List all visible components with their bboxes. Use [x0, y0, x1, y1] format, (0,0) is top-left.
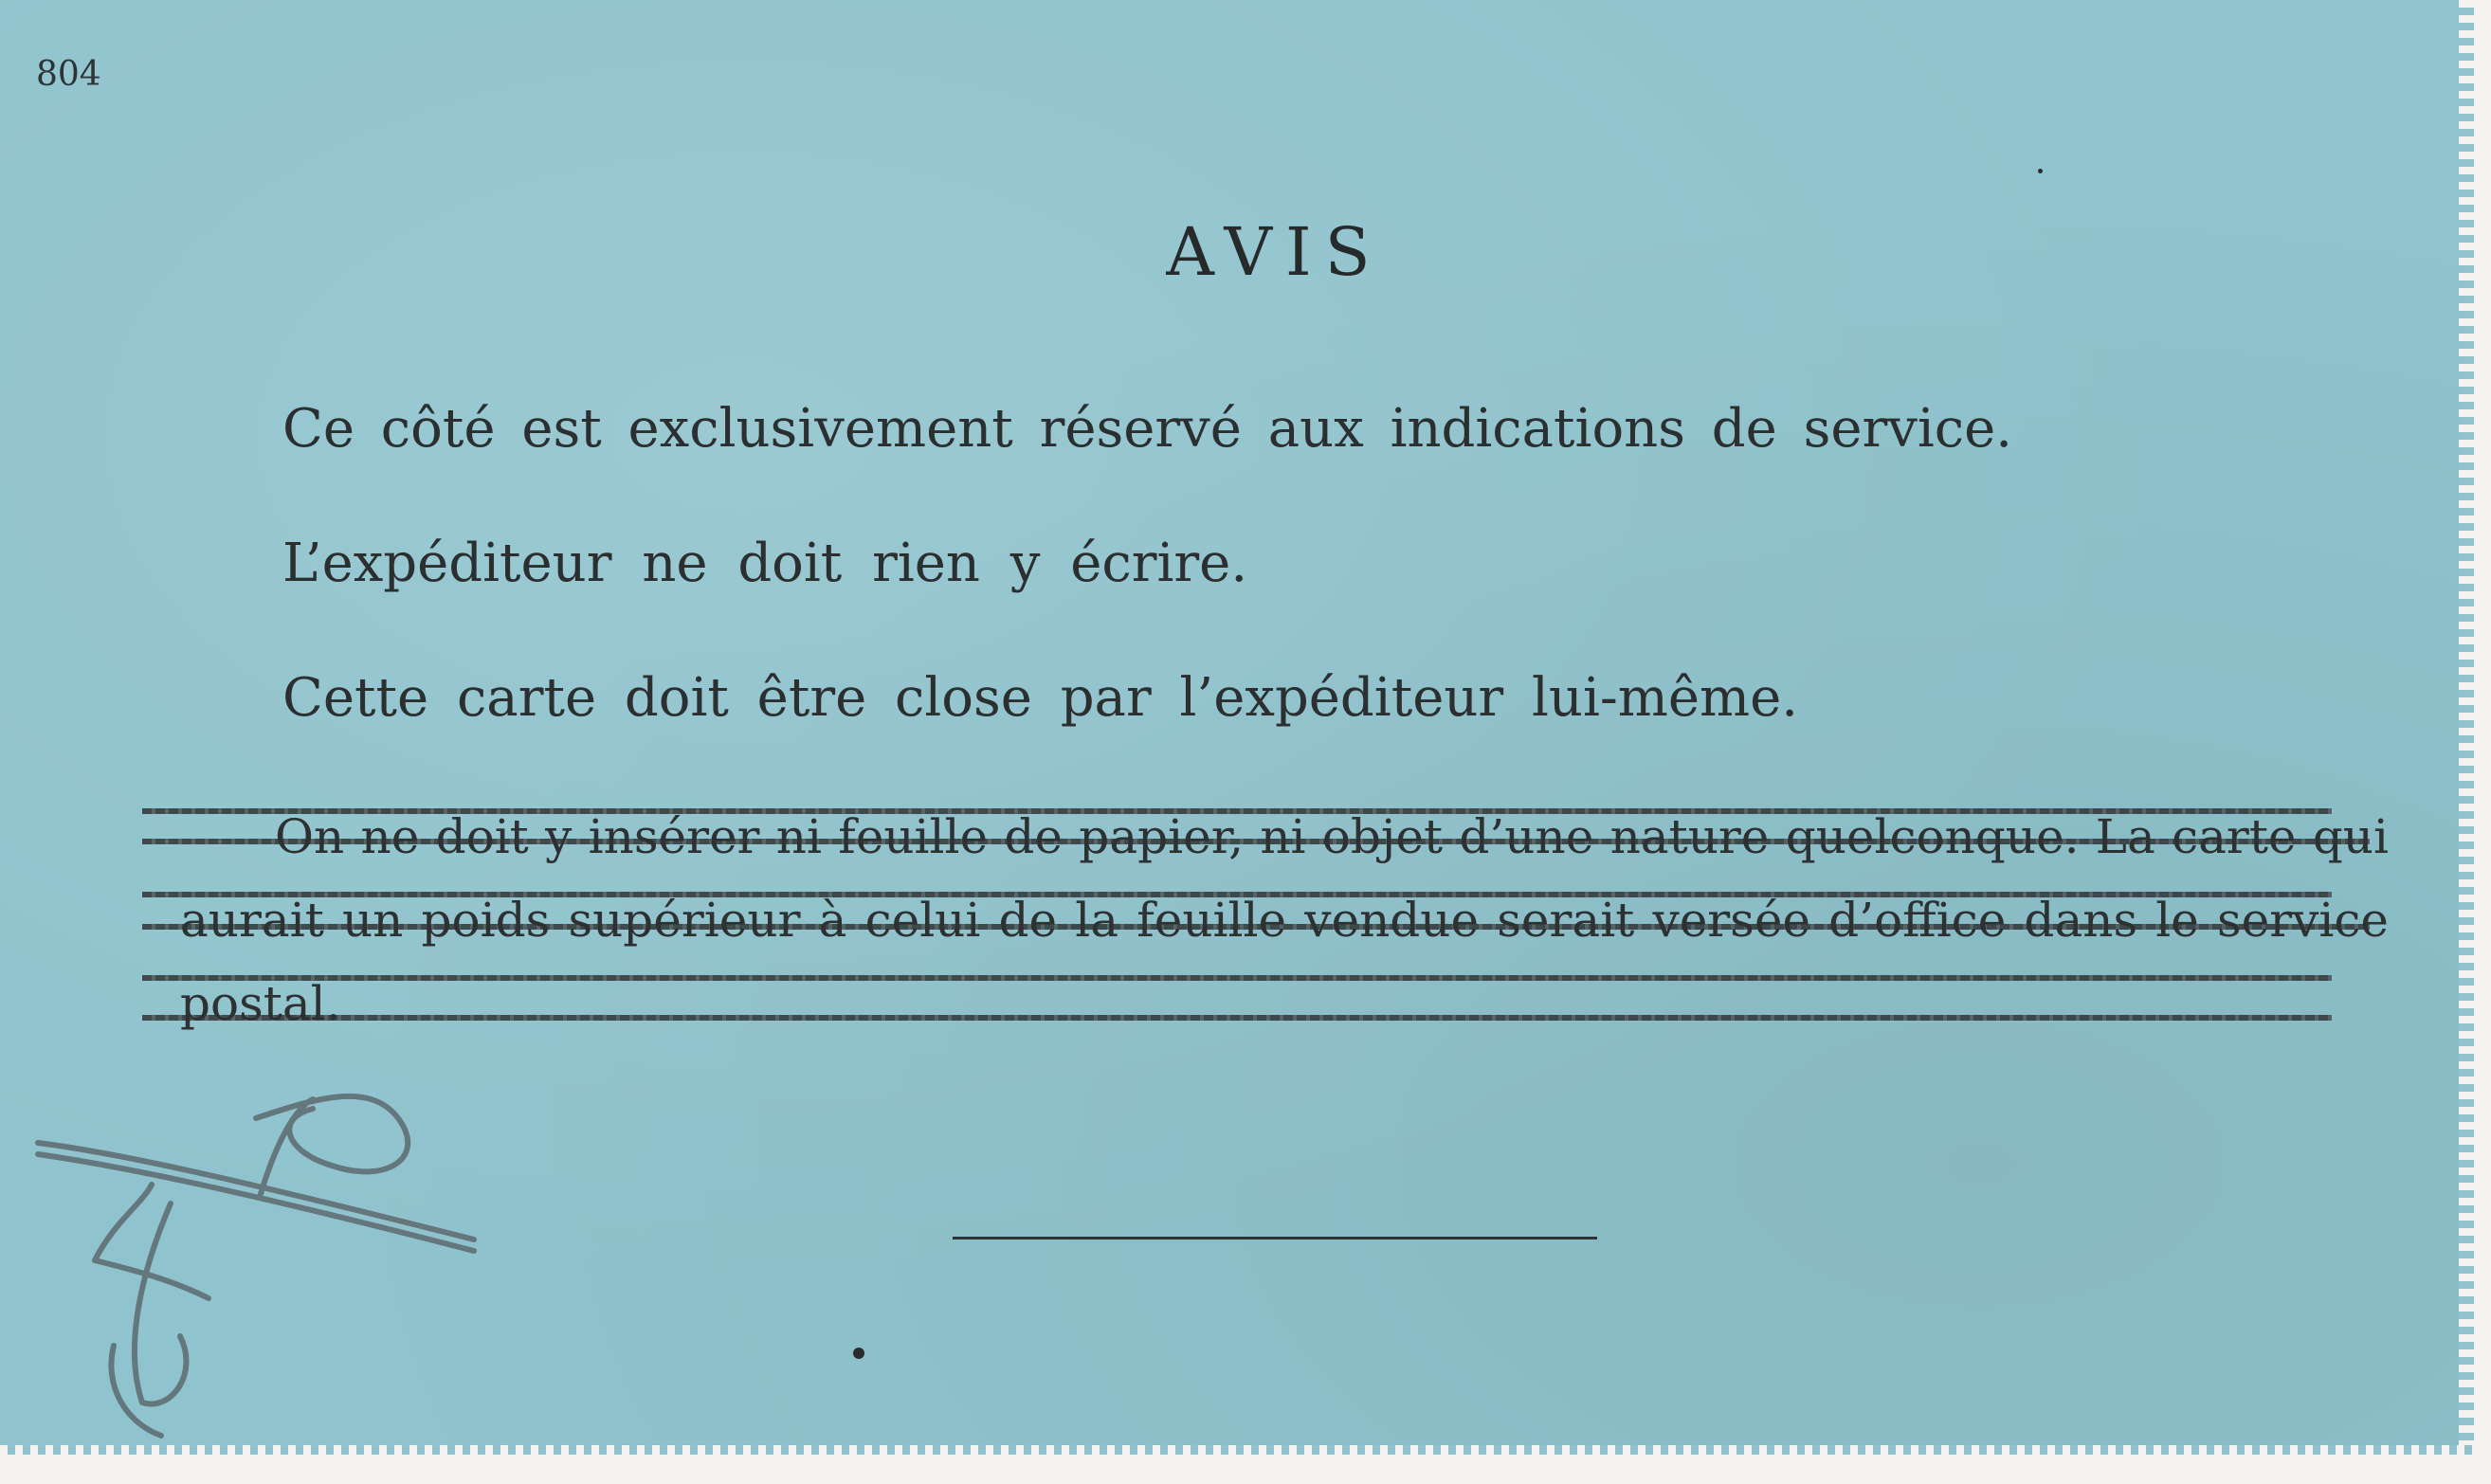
- ink-speck: [2038, 169, 2043, 173]
- notice-line-2: L’expéditeur ne doit rien y écrire.: [282, 533, 1248, 594]
- notice-line-3: Cette carte doit être close par l’expéditeur lui-même.: [282, 667, 1799, 729]
- pencil-annotation-mark: [28, 1061, 502, 1455]
- signature-line: [953, 1237, 1597, 1240]
- struck-paragraph-block: [142, 801, 2389, 1038]
- card-title: AVIS: [1166, 213, 1384, 291]
- notice-line-1: Ce côté est exclusivement réservé aux indications de service.: [282, 398, 2013, 460]
- form-number: 804: [36, 55, 101, 94]
- torn-right-edge: [2459, 0, 2474, 1455]
- ink-dot: [853, 1348, 864, 1359]
- torn-bottom-edge: [0, 1445, 2474, 1455]
- struck-paragraph: On ne doit y insérer ni feuille de papier, ni objet d’une nature quelconque. La carte qui aurait un poids supérieur à celui de la feuille vendue serait versée d’office dans le service postal.: [180, 809, 2389, 1031]
